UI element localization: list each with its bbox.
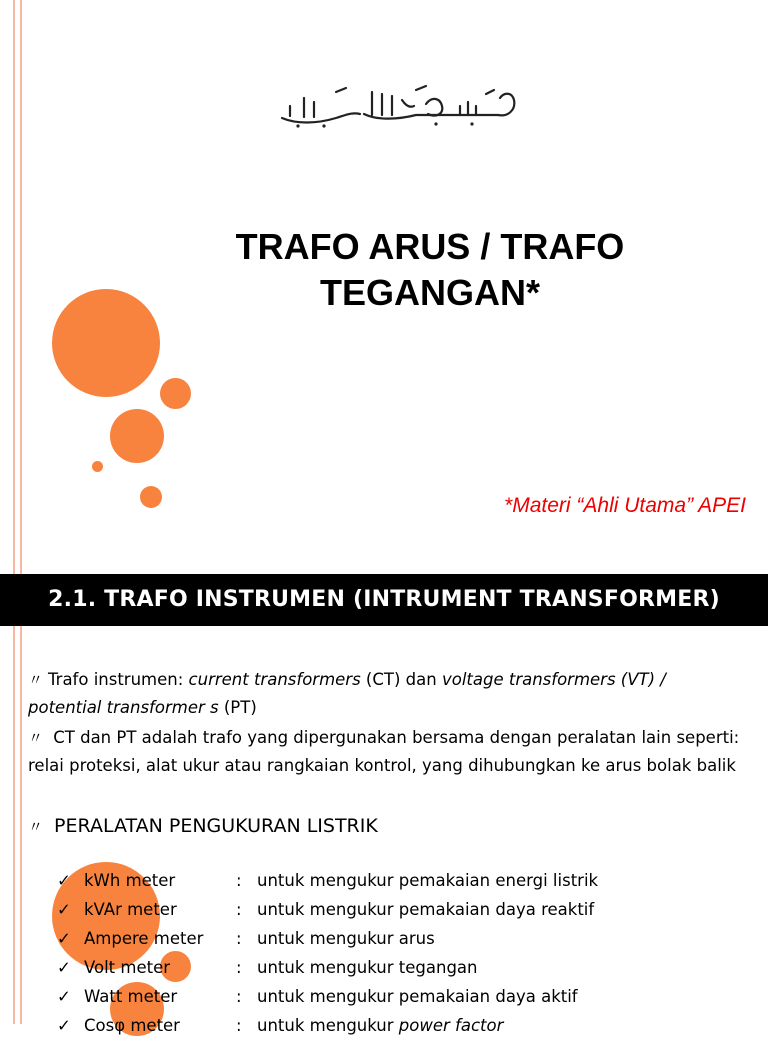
checkmark-icon: ✓ [57, 987, 71, 1006]
separator: : [236, 900, 242, 919]
paragraph-ct-pt [28, 724, 746, 780]
bullet-icon: 〃 [28, 818, 44, 836]
list-item [57, 895, 757, 924]
meter-name: kWh meter [84, 871, 176, 890]
checkmark-icon: ✓ [57, 1016, 71, 1035]
separator: : [236, 987, 242, 1006]
slide-title [130, 224, 730, 316]
checkmark-icon: ✓ [57, 929, 71, 948]
meter-description: untuk mengukur pemakaian daya aktif [257, 987, 578, 1006]
slide-title-line: TRAFO ARUS / TRAFO [235, 226, 625, 267]
list-item [57, 924, 757, 953]
italic-text: potential transformer s [28, 698, 219, 717]
list-item [57, 953, 757, 982]
decorative-circle [92, 461, 103, 472]
text: (CT) dan [360, 670, 442, 689]
list-item [57, 866, 757, 895]
paragraph-equipment-heading [28, 812, 746, 841]
separator: : [236, 871, 242, 890]
italic-text: voltage transformers (VT) / [441, 670, 666, 689]
meter-name: Ampere meter [84, 929, 204, 948]
content-slide [0, 574, 768, 1035]
bullet-icon: 〃 [28, 729, 44, 747]
text: CT dan PT adalah trafo yang dipergunakan bersama dengan peralatan lain seperti: relai proteksi, alat ukur atau rangkaian kontrol, yang dihubungkan ke arus bolak balik [28, 728, 740, 775]
meter-name: kVAr meter [84, 900, 177, 919]
meter-description: untuk mengukur tegangan [257, 958, 478, 977]
paragraph-instrument-transformers [28, 666, 746, 722]
decorative-circle [110, 409, 164, 463]
decorative-bar [13, 0, 15, 574]
meter-name: Cosφ meter [84, 1016, 180, 1035]
bullet-icon: 〃 [28, 671, 44, 689]
list-item [57, 982, 757, 1011]
text: (PT) [218, 698, 257, 717]
separator: : [236, 1016, 242, 1035]
bismillah-calligraphy [276, 84, 524, 134]
separator: : [236, 929, 242, 948]
decorative-bar [20, 0, 22, 574]
text: PERALATAN PENGUKURAN LISTRIK [54, 815, 378, 837]
italic-text: power factor [398, 1016, 504, 1035]
decorative-circle [140, 486, 162, 508]
decorative-bar [20, 574, 22, 1024]
meter-description: untuk mengukur pemakaian energi listrik [257, 871, 599, 890]
text: untuk mengukur [257, 1016, 399, 1035]
decorative-circle [160, 378, 191, 409]
slide-subtitle: *Materi “Ahli Utama” APEI [504, 494, 746, 517]
meter-description: untuk mengukur arus [257, 929, 435, 948]
separator: : [236, 958, 242, 977]
meter-name: Volt meter [84, 958, 171, 977]
text: Trafo instrumen: [48, 670, 189, 689]
checkmark-icon: ✓ [57, 900, 71, 919]
list-item [57, 1011, 757, 1040]
meter-description [257, 1011, 503, 1040]
slide-heading: 2.1. TRAFO INSTRUMEN (INTRUMENT TRANSFORMER) [0, 574, 768, 626]
measurement-list [57, 866, 757, 1040]
meter-description: untuk mengukur pemakaian daya reaktif [257, 900, 595, 919]
italic-text: current transformers [188, 670, 361, 689]
decorative-bar [13, 574, 15, 1024]
checkmark-icon: ✓ [57, 958, 71, 977]
slide-title-line: TEGANGAN* [319, 272, 540, 313]
meter-name: Watt meter [84, 987, 178, 1006]
checkmark-icon: ✓ [57, 871, 71, 890]
